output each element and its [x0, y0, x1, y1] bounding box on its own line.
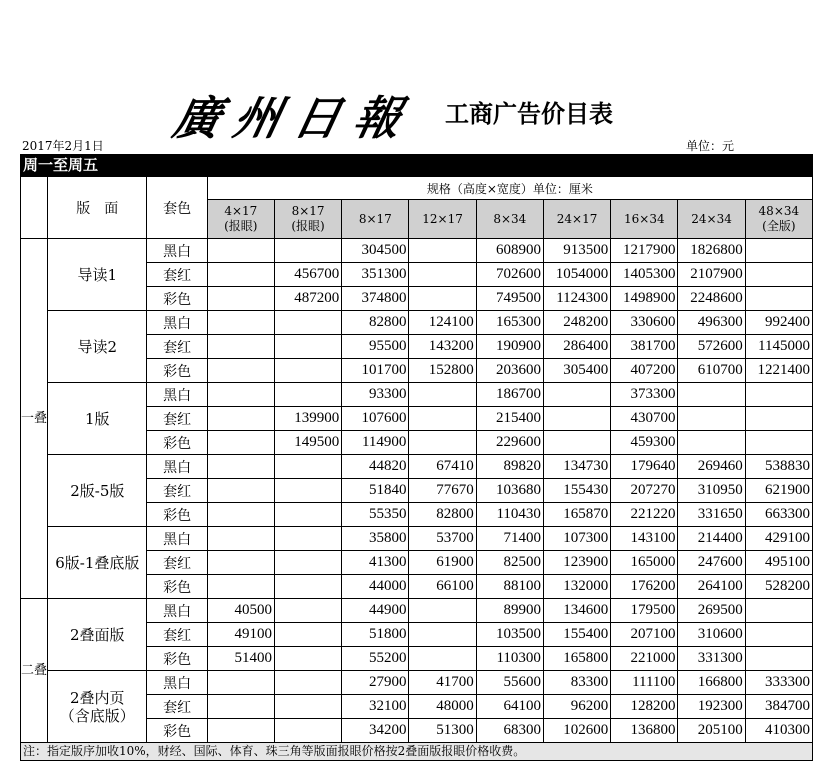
- size-label-line: 8×34: [493, 211, 527, 226]
- price-cell: 114900: [342, 431, 409, 455]
- size-header: [611, 200, 678, 239]
- price-cell: [207, 575, 274, 599]
- price-cell: 165000: [611, 551, 678, 575]
- price-cell: 374800: [342, 287, 409, 311]
- price-cell: [543, 407, 610, 431]
- price-cell: 190900: [476, 335, 543, 359]
- price-cell: 429100: [745, 527, 812, 551]
- price-cell: 103500: [476, 623, 543, 647]
- table-row: [21, 671, 813, 695]
- size-label-line: 8×17: [358, 211, 392, 226]
- price-cell: [207, 551, 274, 575]
- price-cell: 89820: [476, 455, 543, 479]
- price-cell: 1145000: [745, 335, 812, 359]
- price-cell: 55200: [342, 647, 409, 671]
- price-cell: 538830: [745, 455, 812, 479]
- price-cell: 381700: [611, 335, 678, 359]
- spec-header: 规格（高度×宽度）单位：厘米: [207, 177, 812, 200]
- section-label: 一叠: [21, 239, 48, 599]
- price-cell: 456700: [274, 263, 341, 287]
- price-cell: 82500: [476, 551, 543, 575]
- price-cell: 110430: [476, 503, 543, 527]
- price-cell: [745, 431, 812, 455]
- weekday-band: 周一至周五: [20, 154, 813, 176]
- price-cell: 89900: [476, 599, 543, 623]
- size-header: [678, 200, 745, 239]
- price-cell: 229600: [476, 431, 543, 455]
- size-header: [745, 200, 812, 239]
- table-row: [21, 599, 813, 623]
- price-cell: 51300: [409, 719, 476, 743]
- price-cell: [274, 479, 341, 503]
- price-cell: [274, 671, 341, 695]
- color-type: 黑白: [147, 599, 207, 623]
- price-cell: 1217900: [611, 239, 678, 263]
- price-cell: 48000: [409, 695, 476, 719]
- price-cell: [745, 383, 812, 407]
- size-label-line: (报眼): [291, 219, 325, 233]
- page-name: 2叠内页 （含底版）: [48, 671, 147, 743]
- price-cell: 407200: [611, 359, 678, 383]
- price-cell: 77670: [409, 479, 476, 503]
- price-cell: 83300: [543, 671, 610, 695]
- price-cell: 64100: [476, 695, 543, 719]
- price-cell: 155430: [543, 479, 610, 503]
- effective-date: 2017年2月1日: [22, 139, 104, 153]
- price-cell: 101700: [342, 359, 409, 383]
- price-cell: 149500: [274, 431, 341, 455]
- price-cell: 110300: [476, 647, 543, 671]
- price-cell: [745, 287, 812, 311]
- price-cell: [207, 671, 274, 695]
- price-cell: 179640: [611, 455, 678, 479]
- price-cell: [274, 503, 341, 527]
- price-cell: [207, 383, 274, 407]
- price-cell: 215400: [476, 407, 543, 431]
- price-cell: [274, 623, 341, 647]
- color-type: 套红: [147, 623, 207, 647]
- size-header: [207, 200, 274, 239]
- price-cell: 67410: [409, 455, 476, 479]
- price-cell: 128200: [611, 695, 678, 719]
- price-cell: [274, 359, 341, 383]
- price-cell: 2248600: [678, 287, 745, 311]
- pricing-note: 注：指定版序加收10%，财经、国际、体育、珠三角等版面报眼价格按2叠面版报眼价格收费。: [20, 743, 813, 761]
- price-cell: [207, 455, 274, 479]
- size-label-line: 48×34: [758, 204, 800, 218]
- newspaper-masthead-logo: 廣州日報: [168, 91, 421, 145]
- color-type: 套红: [147, 695, 207, 719]
- price-cell: 71400: [476, 527, 543, 551]
- price-cell: 123900: [543, 551, 610, 575]
- table-row: [21, 311, 813, 335]
- price-cell: 95500: [342, 335, 409, 359]
- price-cell: 1124300: [543, 287, 610, 311]
- price-cell: 176200: [611, 575, 678, 599]
- price-cell: 41700: [409, 671, 476, 695]
- price-cell: 1405300: [611, 263, 678, 287]
- price-cell: [409, 431, 476, 455]
- price-cell: 331650: [678, 503, 745, 527]
- price-cell: 1221400: [745, 359, 812, 383]
- size-label-line: 16×34: [624, 211, 665, 226]
- price-cell: 96200: [543, 695, 610, 719]
- page-name: 2版-5版: [48, 455, 147, 527]
- price-cell: [274, 719, 341, 743]
- price-cell: [207, 239, 274, 263]
- price-cell: [274, 239, 341, 263]
- price-cell: 1054000: [543, 263, 610, 287]
- color-type: 套红: [147, 335, 207, 359]
- price-cell: [409, 647, 476, 671]
- price-cell: [745, 599, 812, 623]
- price-cell: 192300: [678, 695, 745, 719]
- price-cell: 41300: [342, 551, 409, 575]
- price-cell: 143200: [409, 335, 476, 359]
- price-cell: [274, 455, 341, 479]
- price-cell: 264100: [678, 575, 745, 599]
- size-header: [543, 200, 610, 239]
- price-cell: 610700: [678, 359, 745, 383]
- price-cell: 51400: [207, 647, 274, 671]
- price-cell: [207, 431, 274, 455]
- price-cell: 34200: [342, 719, 409, 743]
- page-name: 2叠面版: [48, 599, 147, 671]
- price-cell: 66100: [409, 575, 476, 599]
- price-cell: [274, 695, 341, 719]
- price-cell: 1826800: [678, 239, 745, 263]
- price-cell: 410300: [745, 719, 812, 743]
- page-name: 1版: [48, 383, 147, 455]
- price-cell: 32100: [342, 695, 409, 719]
- price-cell: 61900: [409, 551, 476, 575]
- price-cell: [207, 311, 274, 335]
- price-cell: 27900: [342, 671, 409, 695]
- size-header: [476, 200, 543, 239]
- color-type: 彩色: [147, 503, 207, 527]
- price-cell: 286400: [543, 335, 610, 359]
- price-cell: [274, 575, 341, 599]
- price-cell: [274, 383, 341, 407]
- price-cell: 621900: [745, 479, 812, 503]
- color-type: 彩色: [147, 287, 207, 311]
- price-cell: 139900: [274, 407, 341, 431]
- price-cell: 528200: [745, 575, 812, 599]
- size-label-line: (全版): [762, 219, 796, 233]
- color-type: 套红: [147, 407, 207, 431]
- price-cell: 132000: [543, 575, 610, 599]
- price-cell: 68300: [476, 719, 543, 743]
- price-cell: [274, 599, 341, 623]
- price-cell: [678, 431, 745, 455]
- price-cell: [745, 239, 812, 263]
- page-column-header: 版 面: [48, 177, 147, 239]
- size-header: [342, 200, 409, 239]
- price-cell: 248200: [543, 311, 610, 335]
- price-cell: [409, 287, 476, 311]
- price-cell: 572600: [678, 335, 745, 359]
- price-cell: 186700: [476, 383, 543, 407]
- price-cell: 136800: [611, 719, 678, 743]
- price-cell: [745, 407, 812, 431]
- price-cell: 35800: [342, 527, 409, 551]
- price-cell: 93300: [342, 383, 409, 407]
- color-type: 黑白: [147, 527, 207, 551]
- price-cell: 53700: [409, 527, 476, 551]
- price-cell: 88100: [476, 575, 543, 599]
- price-cell: 102600: [543, 719, 610, 743]
- price-cell: 913500: [543, 239, 610, 263]
- price-cell: [207, 359, 274, 383]
- color-type: 彩色: [147, 431, 207, 455]
- page-name: 6版-1叠底版: [48, 527, 147, 599]
- section-label: 二叠: [21, 599, 48, 743]
- price-cell: 384700: [745, 695, 812, 719]
- price-cell: 143100: [611, 527, 678, 551]
- price-cell: 134730: [543, 455, 610, 479]
- price-cell: [274, 527, 341, 551]
- price-cell: [409, 623, 476, 647]
- price-cell: 107600: [342, 407, 409, 431]
- price-cell: 495100: [745, 551, 812, 575]
- price-cell: 51840: [342, 479, 409, 503]
- price-cell: [207, 263, 274, 287]
- price-cell: 82800: [342, 311, 409, 335]
- price-cell: 221000: [611, 647, 678, 671]
- price-cell: [274, 551, 341, 575]
- price-cell: 207100: [611, 623, 678, 647]
- price-cell: 608900: [476, 239, 543, 263]
- price-cell: 487200: [274, 287, 341, 311]
- price-cell: [274, 647, 341, 671]
- table-row: [21, 527, 813, 551]
- header-row: [21, 177, 813, 200]
- price-cell: 44000: [342, 575, 409, 599]
- price-cell: [207, 527, 274, 551]
- price-cell: 992400: [745, 311, 812, 335]
- page-name: 导读2: [48, 311, 147, 383]
- price-cell: 207270: [611, 479, 678, 503]
- price-cell: 152800: [409, 359, 476, 383]
- price-cell: 134600: [543, 599, 610, 623]
- size-label-line: 24×17: [556, 211, 598, 226]
- price-cell: 103680: [476, 479, 543, 503]
- price-cell: 179500: [611, 599, 678, 623]
- price-cell: [207, 287, 274, 311]
- price-cell: 1498900: [611, 287, 678, 311]
- currency-unit: 单位：元: [686, 139, 735, 153]
- price-cell: 749500: [476, 287, 543, 311]
- price-cell: [543, 431, 610, 455]
- price-cell: [274, 335, 341, 359]
- color-type: 黑白: [147, 671, 207, 695]
- price-cell: [678, 383, 745, 407]
- size-header: [274, 200, 341, 239]
- price-cell: [207, 335, 274, 359]
- price-cell: [207, 695, 274, 719]
- price-cell: 165800: [543, 647, 610, 671]
- price-cell: 55600: [476, 671, 543, 695]
- price-cell: [745, 647, 812, 671]
- price-cell: [409, 599, 476, 623]
- size-label-line: 12×17: [422, 211, 463, 226]
- price-cell: [745, 263, 812, 287]
- price-cell: 331300: [678, 647, 745, 671]
- price-cell: [207, 407, 274, 431]
- color-type: 套红: [147, 263, 207, 287]
- price-cell: 351300: [342, 263, 409, 287]
- color-type: 彩色: [147, 719, 207, 743]
- price-cell: 221220: [611, 503, 678, 527]
- price-cell: 247600: [678, 551, 745, 575]
- price-cell: [207, 503, 274, 527]
- price-cell: 49100: [207, 623, 274, 647]
- price-cell: 107300: [543, 527, 610, 551]
- price-cell: 111100: [611, 671, 678, 695]
- color-type: 套红: [147, 551, 207, 575]
- price-cell: 40500: [207, 599, 274, 623]
- price-cell: [409, 407, 476, 431]
- color-type: 黑白: [147, 311, 207, 335]
- price-cell: [207, 479, 274, 503]
- price-cell: 373300: [611, 383, 678, 407]
- price-cell: 305400: [543, 359, 610, 383]
- price-cell: 203600: [476, 359, 543, 383]
- price-cell: [274, 311, 341, 335]
- price-cell: [409, 383, 476, 407]
- price-cell: [409, 239, 476, 263]
- price-cell: 2107900: [678, 263, 745, 287]
- price-cell: [409, 263, 476, 287]
- price-table: [20, 176, 813, 743]
- page-name: 导读1: [48, 239, 147, 311]
- price-cell: 663300: [745, 503, 812, 527]
- header-corner: [21, 177, 48, 239]
- size-label-line: (报眼): [224, 219, 258, 233]
- color-type: 彩色: [147, 359, 207, 383]
- table-row: [21, 455, 813, 479]
- price-cell: 165870: [543, 503, 610, 527]
- size-label-line: 8×17: [291, 204, 325, 218]
- price-cell: 51800: [342, 623, 409, 647]
- price-cell: 269460: [678, 455, 745, 479]
- price-cell: 310600: [678, 623, 745, 647]
- color-type: 彩色: [147, 647, 207, 671]
- price-cell: [207, 719, 274, 743]
- price-cell: [745, 623, 812, 647]
- price-cell: [678, 407, 745, 431]
- price-cell: 496300: [678, 311, 745, 335]
- table-row: [21, 239, 813, 263]
- price-cell: 430700: [611, 407, 678, 431]
- price-cell: 166800: [678, 671, 745, 695]
- page-title: 工商广告价目表: [445, 100, 613, 128]
- size-header: [409, 200, 476, 239]
- price-cell: 269500: [678, 599, 745, 623]
- price-list: [20, 154, 813, 761]
- price-cell: 702600: [476, 263, 543, 287]
- price-cell: 310950: [678, 479, 745, 503]
- price-cell: 55350: [342, 503, 409, 527]
- price-cell: 155400: [543, 623, 610, 647]
- price-cell: 330600: [611, 311, 678, 335]
- color-type: 黑白: [147, 383, 207, 407]
- price-cell: 44900: [342, 599, 409, 623]
- price-cell: 304500: [342, 239, 409, 263]
- price-cell: 214400: [678, 527, 745, 551]
- size-label-line: 4×17: [224, 204, 258, 218]
- size-label-line: 24×34: [691, 211, 732, 226]
- price-cell: 82800: [409, 503, 476, 527]
- price-cell: 205100: [678, 719, 745, 743]
- color-type: 套红: [147, 479, 207, 503]
- table-row: [21, 383, 813, 407]
- color-type: 黑白: [147, 239, 207, 263]
- price-cell: 124100: [409, 311, 476, 335]
- price-cell: 333300: [745, 671, 812, 695]
- color-type: 彩色: [147, 575, 207, 599]
- color-column-header: 套色: [147, 177, 207, 239]
- color-type: 黑白: [147, 455, 207, 479]
- price-cell: [543, 383, 610, 407]
- price-cell: 165300: [476, 311, 543, 335]
- price-cell: 459300: [611, 431, 678, 455]
- price-cell: 44820: [342, 455, 409, 479]
